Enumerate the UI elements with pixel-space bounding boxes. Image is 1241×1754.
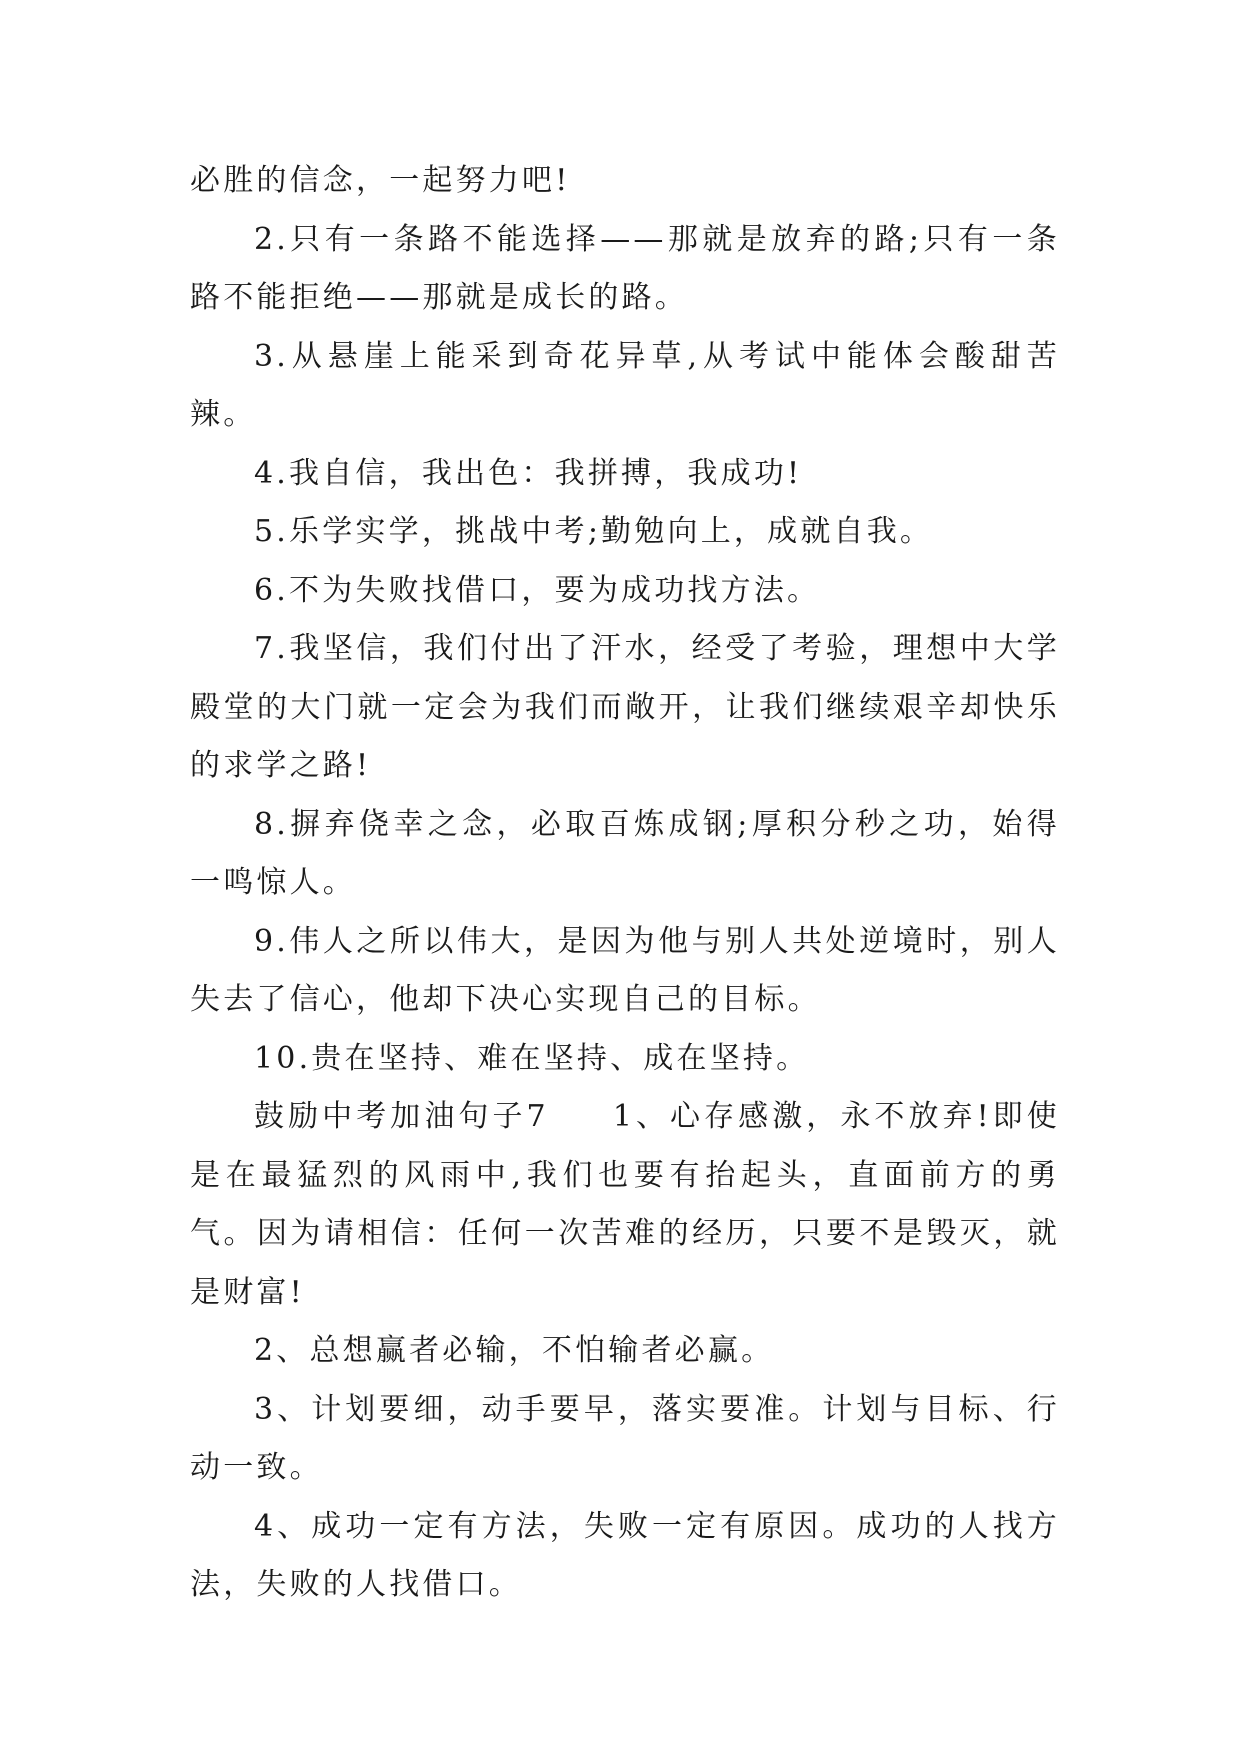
section-heading: 鼓励中考加油句子7	[254, 1099, 549, 1134]
section-first-item: 1、心存感激，永不放弃!即使是在最猛烈的风雨中,我们也要有抬起头，直面前方的勇气。因为请相信：任何一次苦难的经历，只要不是毁灭，就是财富!	[190, 1099, 1060, 1310]
paragraph: 6.不为失败找借口，要为成功找方法。	[254, 572, 821, 608]
paragraph: 10.贵在坚持、难在坚持、成在坚持。	[254, 1040, 810, 1076]
paragraph: 8.摒弃侥幸之念，必取百炼成钢;厚积分秒之功，始得一鸣惊人。	[190, 806, 1060, 900]
section-paragraph	[190, 1088, 1060, 1322]
paragraph: 7.我坚信，我们付出了汗水，经受了考验，理想中大学殿堂的大门就一定会为我们而敞开，让我们继续艰辛却快乐的求学之路!	[190, 631, 1060, 783]
list-item: 3、计划要细，动手要早，落实要准。计划与目标、行动一致。	[190, 1391, 1060, 1485]
paragraph: 2.只有一条路不能选择——那就是放弃的路;只有一条路不能拒绝——那就是成长的路。	[190, 221, 1060, 315]
list-item: 2、总想赢者必输，不怕输者必赢。	[254, 1333, 775, 1368]
paragraph: 5.乐学实学，挑战中考;勤勉向上，成就自我。	[254, 514, 934, 549]
paragraph: 4.我自信，我出色：我拼搏，我成功!	[254, 455, 803, 491]
list-item: 4、成功一定有方法，失败一定有原因。成功的人找方法，失败的人找借口。	[190, 1508, 1060, 1602]
paragraph: 9.伟人之所以伟大，是因为他与别人共处逆境时，别人失去了信心，他却下决心实现自己的目标。	[190, 923, 1060, 1017]
paragraph: 3.从悬崖上能采到奇花异草,从考试中能体会酸甜苦辣。	[190, 338, 1060, 432]
paragraph: 必胜的信念，一起努力吧!	[190, 163, 571, 198]
document-body	[190, 152, 1060, 1615]
